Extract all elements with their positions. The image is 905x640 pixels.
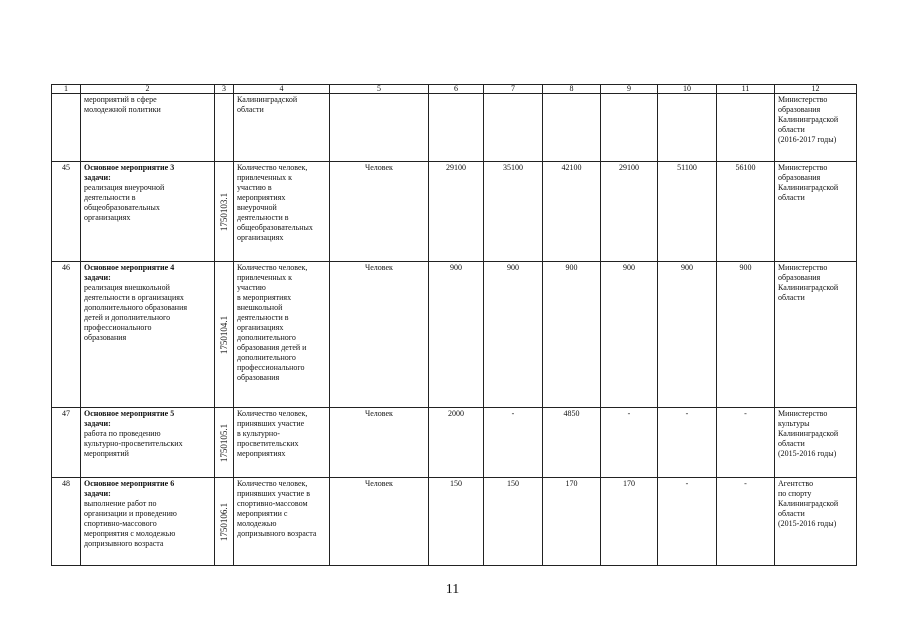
value-cell-v9 bbox=[601, 94, 658, 162]
value-cell-v9: 900 bbox=[601, 262, 658, 408]
unit-cell: Человек bbox=[330, 262, 429, 408]
activity-cell bbox=[81, 262, 215, 408]
unit-cell: Человек bbox=[330, 162, 429, 262]
header-cell: 6 bbox=[429, 85, 484, 94]
value-cell-v7: 150 bbox=[484, 478, 543, 566]
value-cell-v9: - bbox=[601, 408, 658, 478]
responsible-cell: Министерство культуры Калининградской области (2015-2016 годы) bbox=[775, 408, 857, 478]
value-cell-v8: 4850 bbox=[543, 408, 601, 478]
value-cell-v6 bbox=[429, 94, 484, 162]
value-cell-v10: - bbox=[658, 478, 717, 566]
activity-title: Основное мероприятие 3 задачи: bbox=[84, 163, 175, 182]
row-number: 47 bbox=[52, 408, 81, 478]
value-cell-v9: 29100 bbox=[601, 162, 658, 262]
indicator-cell: Количество человек, принявших участие в культурно- просветительских мероприятиях bbox=[234, 408, 330, 478]
unit-cell: Человек bbox=[330, 478, 429, 566]
header-cell: 5 bbox=[330, 85, 429, 94]
activity-description: реализация внешкольной деятельности в организациях дополнительного образования детей и дополнительного профессионального образования bbox=[84, 283, 188, 342]
page-number: 11 bbox=[445, 582, 460, 597]
header-cell: 8 bbox=[543, 85, 601, 94]
activity-cell bbox=[81, 162, 215, 262]
header-cell: 7 bbox=[484, 85, 543, 94]
activity-code: 1750105.1 bbox=[219, 423, 229, 462]
activity-title: Основное мероприятие 6 задачи: bbox=[84, 479, 175, 498]
value-cell-v7: 35100 bbox=[484, 162, 543, 262]
table-row bbox=[52, 478, 857, 566]
code-cell bbox=[215, 162, 234, 262]
activity-description: мероприятий в сфере молодежной политики bbox=[84, 95, 161, 114]
activity-title: Основное мероприятие 5 задачи: bbox=[84, 409, 175, 428]
value-cell-v11 bbox=[717, 94, 775, 162]
row-number: 48 bbox=[52, 478, 81, 566]
value-cell-v10: 51100 bbox=[658, 162, 717, 262]
value-cell-v10 bbox=[658, 94, 717, 162]
activity-description: выполнение работ по организации и проведению спортивно-массового мероприятия с молодежью допризывного возраста bbox=[84, 499, 177, 548]
activity-description: реализация внеурочной деятельности в общеобразовательных организациях bbox=[84, 183, 165, 222]
responsible-cell: Министерство образования Калининградской области (2016-2017 годы) bbox=[775, 94, 857, 162]
header-cell: 12 bbox=[775, 85, 857, 94]
value-cell-v11: - bbox=[717, 478, 775, 566]
value-cell-v11: 56100 bbox=[717, 162, 775, 262]
value-cell-v8: 42100 bbox=[543, 162, 601, 262]
activity-cell bbox=[81, 478, 215, 566]
value-cell-v8: 170 bbox=[543, 478, 601, 566]
activity-code: 1750104.1 bbox=[219, 315, 229, 354]
indicator-cell: Количество человек, привлеченных к участию в мероприятиях внеурочной деятельности в общеобразовательных организациях bbox=[234, 162, 330, 262]
program-table bbox=[51, 84, 857, 566]
value-cell-v7: - bbox=[484, 408, 543, 478]
unit-cell bbox=[330, 94, 429, 162]
value-cell-v11: 900 bbox=[717, 262, 775, 408]
header-cell: 10 bbox=[658, 85, 717, 94]
header-row bbox=[52, 85, 857, 94]
value-cell-v8 bbox=[543, 94, 601, 162]
header-cell: 3 bbox=[215, 85, 234, 94]
table-row bbox=[52, 262, 857, 408]
table-row bbox=[52, 408, 857, 478]
header-cell: 1 bbox=[52, 85, 81, 94]
value-cell-v8: 900 bbox=[543, 262, 601, 408]
header-cell: 11 bbox=[717, 85, 775, 94]
value-cell-v6: 150 bbox=[429, 478, 484, 566]
header-cell: 4 bbox=[234, 85, 330, 94]
header-cell: 2 bbox=[81, 85, 215, 94]
responsible-cell: Агентство по спорту Калининградской области (2015-2016 годы) bbox=[775, 478, 857, 566]
activity-title: Основное мероприятие 4 задачи: bbox=[84, 263, 175, 282]
activity-code: 1750103.1 bbox=[219, 192, 229, 231]
activity-description: работа по проведению культурно-просветительских мероприятий bbox=[84, 429, 183, 458]
value-cell-v6: 2000 bbox=[429, 408, 484, 478]
indicator-cell: Количество человек, принявших участие в спортивно-массовом мероприятии с молодежью допризывного возраста bbox=[234, 478, 330, 566]
code-cell bbox=[215, 478, 234, 566]
value-cell-v11: - bbox=[717, 408, 775, 478]
activity-cell bbox=[81, 94, 215, 162]
responsible-cell: Министерство образования Калининградской области bbox=[775, 162, 857, 262]
code-cell bbox=[215, 408, 234, 478]
value-cell-v10: - bbox=[658, 408, 717, 478]
row-number bbox=[52, 94, 81, 162]
value-cell-v10: 900 bbox=[658, 262, 717, 408]
value-cell-v7 bbox=[484, 94, 543, 162]
table-row bbox=[52, 162, 857, 262]
indicator-cell: Калининградской области bbox=[234, 94, 330, 162]
header-cell: 9 bbox=[601, 85, 658, 94]
activity-cell bbox=[81, 408, 215, 478]
row-number: 45 bbox=[52, 162, 81, 262]
code-cell bbox=[215, 262, 234, 408]
code-cell bbox=[215, 94, 234, 162]
responsible-cell: Министерство образования Калининградской области bbox=[775, 262, 857, 408]
value-cell-v6: 900 bbox=[429, 262, 484, 408]
activity-code: 1750106.1 bbox=[219, 502, 229, 541]
value-cell-v9: 170 bbox=[601, 478, 658, 566]
row-number: 46 bbox=[52, 262, 81, 408]
value-cell-v7: 900 bbox=[484, 262, 543, 408]
value-cell-v6: 29100 bbox=[429, 162, 484, 262]
unit-cell: Человек bbox=[330, 408, 429, 478]
indicator-cell: Количество человек, привлеченных к участию в мероприятиях внешкольной деятельности в организациях дополнительного образования детей и дополнительного профессионального образования bbox=[234, 262, 330, 408]
table-row bbox=[52, 94, 857, 162]
